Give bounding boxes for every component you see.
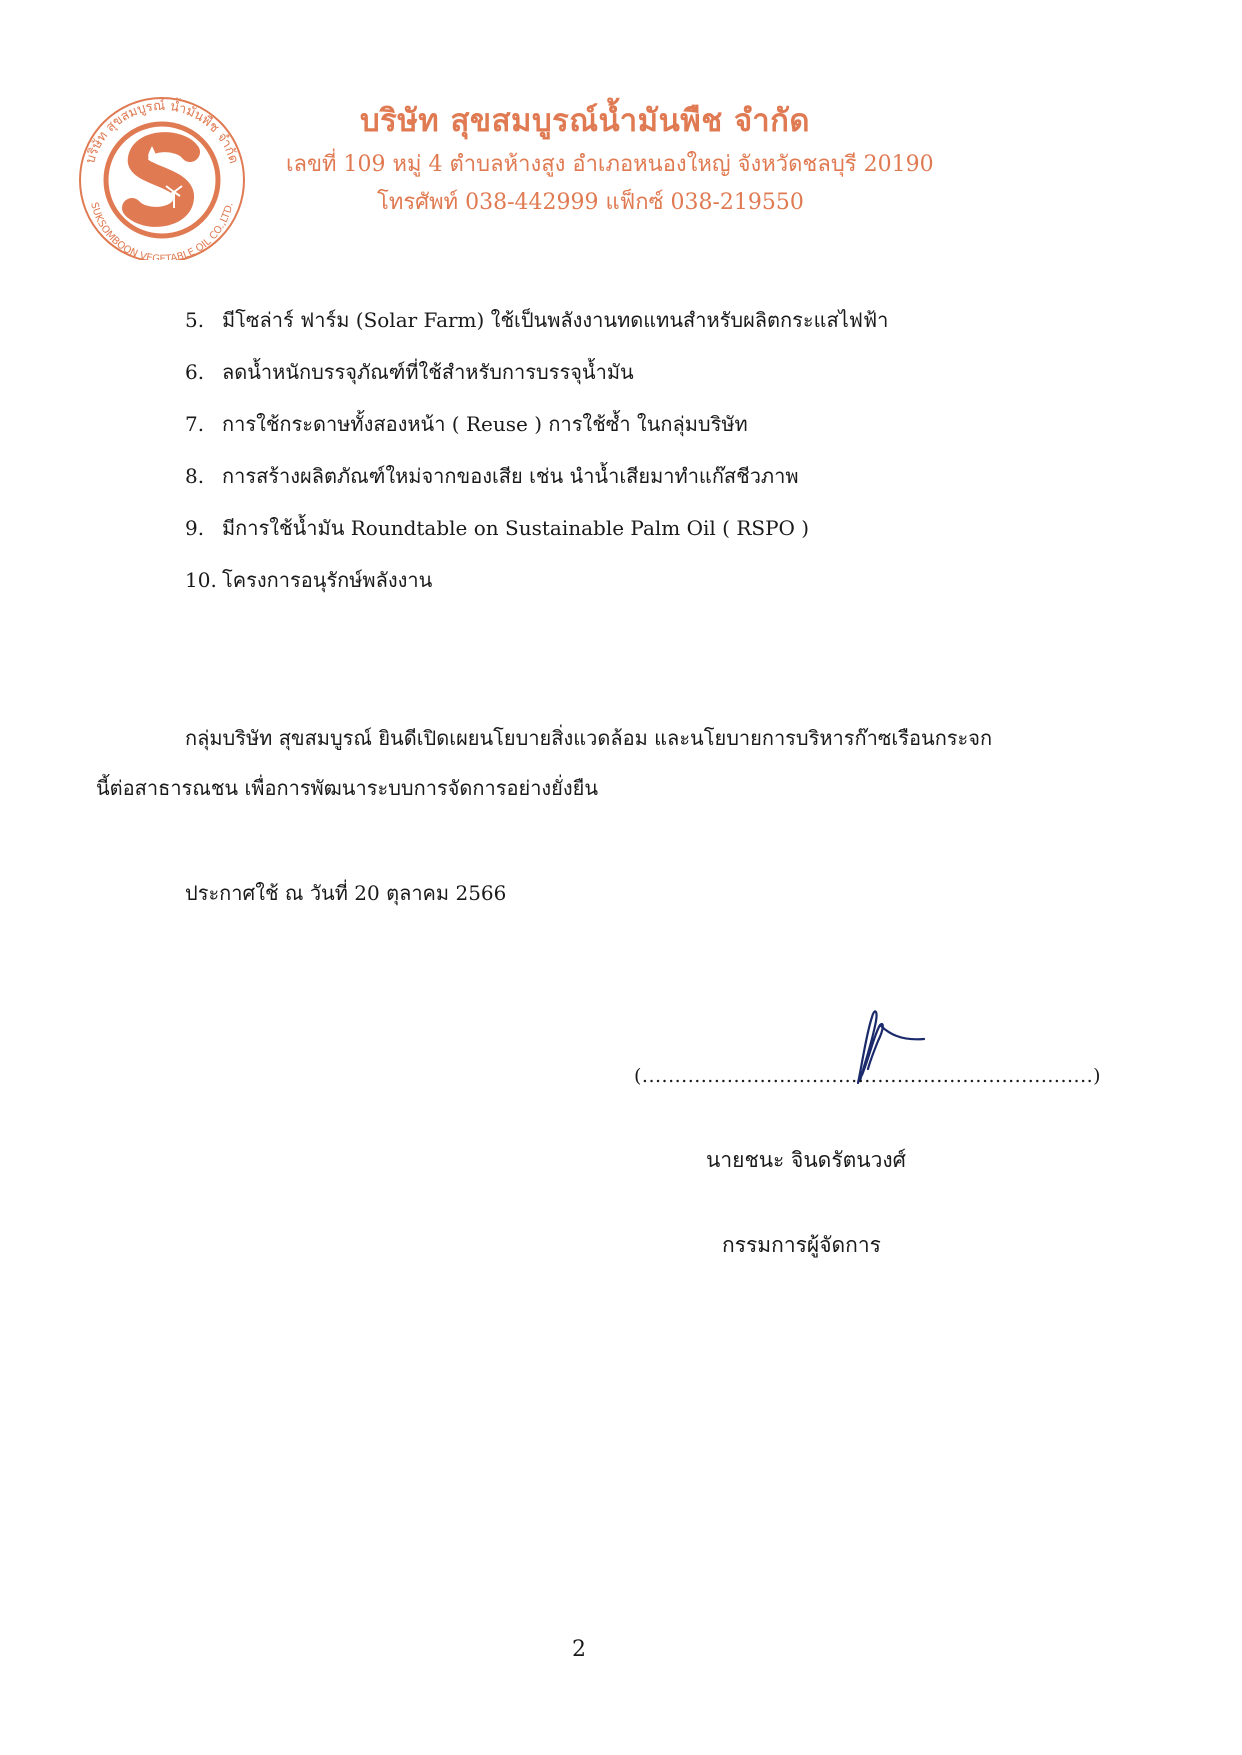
list-item	[185, 460, 799, 492]
list-item-number: 5.	[185, 308, 205, 332]
list-item-number: 10.	[185, 568, 217, 592]
list-item	[185, 408, 748, 440]
signer-name: นายชนะ จินดรัตนวงศ์	[706, 1148, 906, 1172]
list-item-text: มีโซล่าร์ ฟาร์ม (Solar Farm) ใช้เป็นพลังงานทดแทนสำหรับผลิตกระแสไฟฟ้า	[222, 308, 889, 332]
list-item-number: 6.	[185, 360, 205, 384]
list-item-number: 7.	[185, 412, 205, 436]
list-item-text: โครงการอนุรักษ์พลังงาน	[222, 568, 433, 592]
company-contact: โทรศัพท์ 038-442999 แฟ็กซ์ 038-219550	[377, 190, 804, 215]
logo-text-bottom: SUKSOMBOON VEGETABLE OIL CO.,LTD.	[88, 201, 236, 260]
list-item-text: มีการใช้น้ำมัน Roundtable on Sustainable Palm Oil ( RSPO )	[222, 516, 810, 540]
statement-line-1: กลุ่มบริษัท สุขสมบูรณ์ ยินดีเปิดเผยนโยบายสิ่งแวดล้อม และนโยบายการบริหารก๊าซเรือนกระจก	[185, 726, 993, 750]
list-item-number: 9.	[185, 516, 205, 540]
list-item-text: การใช้กระดาษทั้งสองหน้า ( Reuse ) การใช้ซ้ำ ในกลุ่มบริษัท	[222, 412, 748, 436]
list-item	[185, 356, 634, 388]
list-item	[185, 512, 809, 544]
logo-text-top: บริษัท สุขสมบูรณ์ น้ำมันพืช จำกัด	[83, 98, 241, 166]
company-name: บริษัท สุขสมบูรณ์น้ำมันพืช จำกัด	[360, 103, 811, 139]
list-item	[185, 304, 888, 336]
company-logo-icon	[62, 80, 262, 260]
page-number: 2	[572, 1637, 586, 1662]
list-item	[185, 564, 432, 596]
list-item-number: 8.	[185, 464, 205, 488]
company-address: เลขที่ 109 หมู่ 4 ตำบลห้างสูง อำเภอหนองใหญ่ จังหวัดชลบุรี 20190	[286, 152, 934, 177]
statement-line-2: นี้ต่อสาธารณชน เพื่อการพัฒนาระบบการจัดการอย่างยั่งยืน	[96, 776, 599, 800]
list-item-text: การสร้างผลิตภัณฑ์ใหม่จากของเสีย เช่น นำน้ำเสียมาทำแก๊สชีวภาพ	[222, 464, 799, 488]
signature-line: (.....................................................................)	[634, 1065, 1102, 1087]
company-logo	[62, 80, 262, 260]
list-item-text: ลดน้ำหนักบรรจุภัณฑ์ที่ใช้สำหรับการบรรจุน้ำมัน	[222, 360, 634, 384]
signer-title: กรรมการผู้จัดการ	[722, 1233, 881, 1257]
announcement-date: ประกาศใช้ ณ วันที่ 20 ตุลาคม 2566	[185, 881, 507, 905]
